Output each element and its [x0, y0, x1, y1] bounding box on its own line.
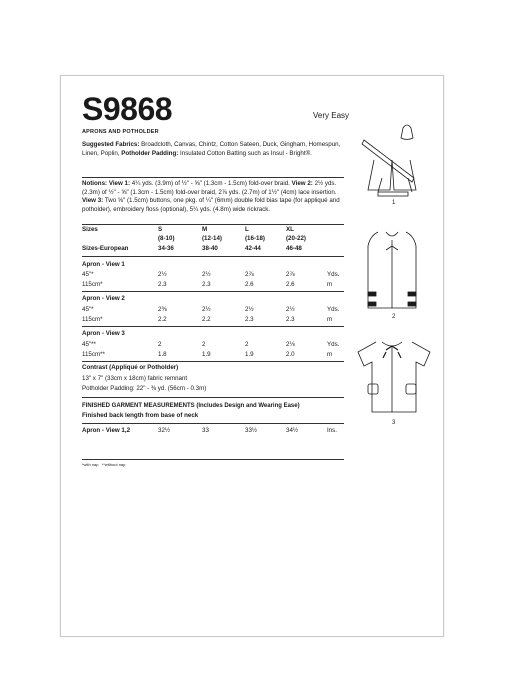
yardage-cell: 2.3	[286, 316, 295, 323]
fabric-width: 45"**	[82, 341, 96, 348]
size-european: 38-40	[202, 245, 218, 252]
apron-view1-label: Apron - View 1	[82, 261, 125, 268]
contrast-label: Contrast (Appliqué or Potholder)	[82, 364, 179, 371]
notions-view1-text: 4¼ yds. (3.9m) of ½" - ⅝" (1.3cm - 1.5cm) fold-over braid.	[131, 180, 290, 187]
yardage-cell: 2	[202, 341, 206, 348]
divider	[82, 423, 344, 424]
unit-label: Yds.	[327, 341, 340, 348]
notions-view3-text: Two ⅝" (1.5cm) buttons, one pkg. of ¼" (6mm) double fold bias tape (for appliqué and potholder), embroidery floss (optional), 5¼ yds. (4.8m) wide rickrack.	[82, 197, 340, 213]
view3-sketch	[358, 342, 430, 412]
apron-sketches	[348, 120, 438, 480]
yardage-cell: 1.8	[158, 351, 167, 358]
notions-view2-text: 2½ yds. (2.3m) of ½" - ⅝" (1.3cm - 1.5cm) fold-over braid, 2⅞ yds. (2.7m) of 1½" (4cm) lace insertion.	[82, 180, 337, 196]
yardage-cell: 2.3	[202, 281, 211, 288]
finished-row-label: Apron - View 1,2	[82, 427, 131, 434]
yardage-cell: 2.6	[286, 281, 295, 288]
size-european: 34-36	[158, 245, 174, 252]
fabric-width: 115cm**	[82, 351, 105, 358]
divider	[82, 291, 344, 292]
yardage-cell: 2.3	[245, 316, 254, 323]
yardage-cell: 2⅞	[286, 271, 295, 278]
size-european: 46-48	[286, 245, 302, 252]
size-letter: XL	[286, 226, 294, 233]
view2-sketch	[368, 232, 416, 308]
fabrics-text: Broadcloth, Canvas, Chintz, Cotton Sateen, Duck, Gingham, Homespun, Linen, Poplin,	[82, 141, 341, 157]
sizes-label: Sizes	[82, 226, 98, 233]
yardage-cell: 2½	[202, 306, 211, 313]
divider	[82, 459, 344, 460]
size-range: (8-10)	[158, 235, 175, 242]
divider	[82, 256, 344, 257]
yardage-cell: 2	[158, 341, 162, 348]
yardage-cell: 2.6	[245, 281, 254, 288]
unit-label: Ins.	[327, 427, 337, 434]
finished-length: 33	[202, 427, 209, 434]
yardage-cell: 2⅜	[158, 306, 167, 313]
yardage-cell: 2⅛	[286, 341, 295, 348]
potholder-padding-line: Potholder Padding: 22" - ⅜ yd. (56cm - 0.3m)	[82, 385, 207, 392]
divider	[82, 361, 344, 362]
footnote: *with nap **without nap	[82, 462, 126, 467]
fabric-width: 45"*	[82, 306, 94, 313]
pattern-subtitle: APRONS AND POTHOLDER	[82, 129, 159, 135]
notions-view3-label: View 3:	[82, 197, 104, 205]
yardage-cell: 2½	[202, 271, 211, 278]
yardage-cell: 2½	[158, 271, 167, 278]
notions-view2-label: View 2:	[291, 180, 313, 187]
yardage-cell: 1.9	[245, 351, 254, 358]
potholder-padding-label: Potholder Padding:	[121, 149, 179, 157]
view-illustrations	[348, 120, 438, 480]
notions-view1-label: View 1:	[108, 180, 131, 187]
fabric-width: 115cm*	[82, 316, 103, 323]
finished-length: 34½	[286, 427, 299, 434]
yardage-cell: 1.9	[202, 351, 211, 358]
sizes-european-label: Sizes-European	[82, 245, 129, 252]
unit-label: m	[327, 351, 333, 358]
divider	[82, 177, 344, 178]
yardage-cell: 2½	[286, 306, 295, 313]
divider	[82, 397, 344, 398]
fabric-width: 45"*	[82, 271, 94, 278]
apron-view3-label: Apron - View 3	[82, 330, 125, 337]
finished-length: 33½	[245, 427, 258, 434]
size-letter: L	[245, 226, 249, 233]
notions-label: Notions:	[82, 180, 108, 187]
yardage-cell: 2.0	[286, 351, 295, 358]
difficulty-label: Very Easy	[313, 111, 350, 120]
fabrics-label: Suggested Fabrics:	[82, 141, 140, 148]
yardage-cell: 2½	[245, 306, 254, 313]
finished-heading: FINISHED GARMENT MEASUREMENTS (Includes Design and Wearing Ease)	[82, 403, 300, 409]
size-range: (20-22)	[286, 235, 306, 242]
unit-label: Yds.	[327, 306, 340, 313]
finished-length: 32½	[158, 427, 171, 434]
divider	[82, 224, 344, 225]
potholder-padding-text: Insulated Cotton Batting such as Insul - Bright®.	[180, 149, 312, 157]
finished-subheading: Finished back length from base of neck	[82, 412, 199, 419]
apron-view2-label: Apron - View 2	[82, 295, 125, 302]
size-european: 42-44	[245, 245, 261, 252]
view-number: 3	[392, 420, 396, 426]
fabric-width: 115cm*	[82, 281, 103, 288]
yardage-cell: 2.3	[158, 281, 167, 288]
view1-sketch	[362, 125, 416, 196]
contrast-text: 13" x 7" (33cm x 18cm) fabric remnant	[82, 375, 188, 382]
view-number: 1	[392, 200, 396, 206]
pattern-number: S9868	[82, 91, 173, 127]
yardage-cell: 2.2	[158, 316, 167, 323]
unit-label: m	[327, 281, 333, 288]
unit-label: Yds.	[327, 271, 340, 278]
yardage-cell: 2.2	[202, 316, 211, 323]
divider	[82, 326, 344, 327]
notions	[82, 180, 344, 214]
view-number: 2	[392, 314, 396, 320]
size-letter: S	[158, 226, 163, 233]
size-letter: M	[202, 226, 208, 233]
size-range: (12-14)	[202, 235, 222, 242]
yardage-cell: 2	[245, 341, 249, 348]
suggested-fabrics	[82, 141, 344, 158]
size-range: (16-18)	[245, 235, 265, 242]
yardage-cell: 2⅞	[245, 271, 254, 278]
unit-label: m	[327, 316, 333, 323]
